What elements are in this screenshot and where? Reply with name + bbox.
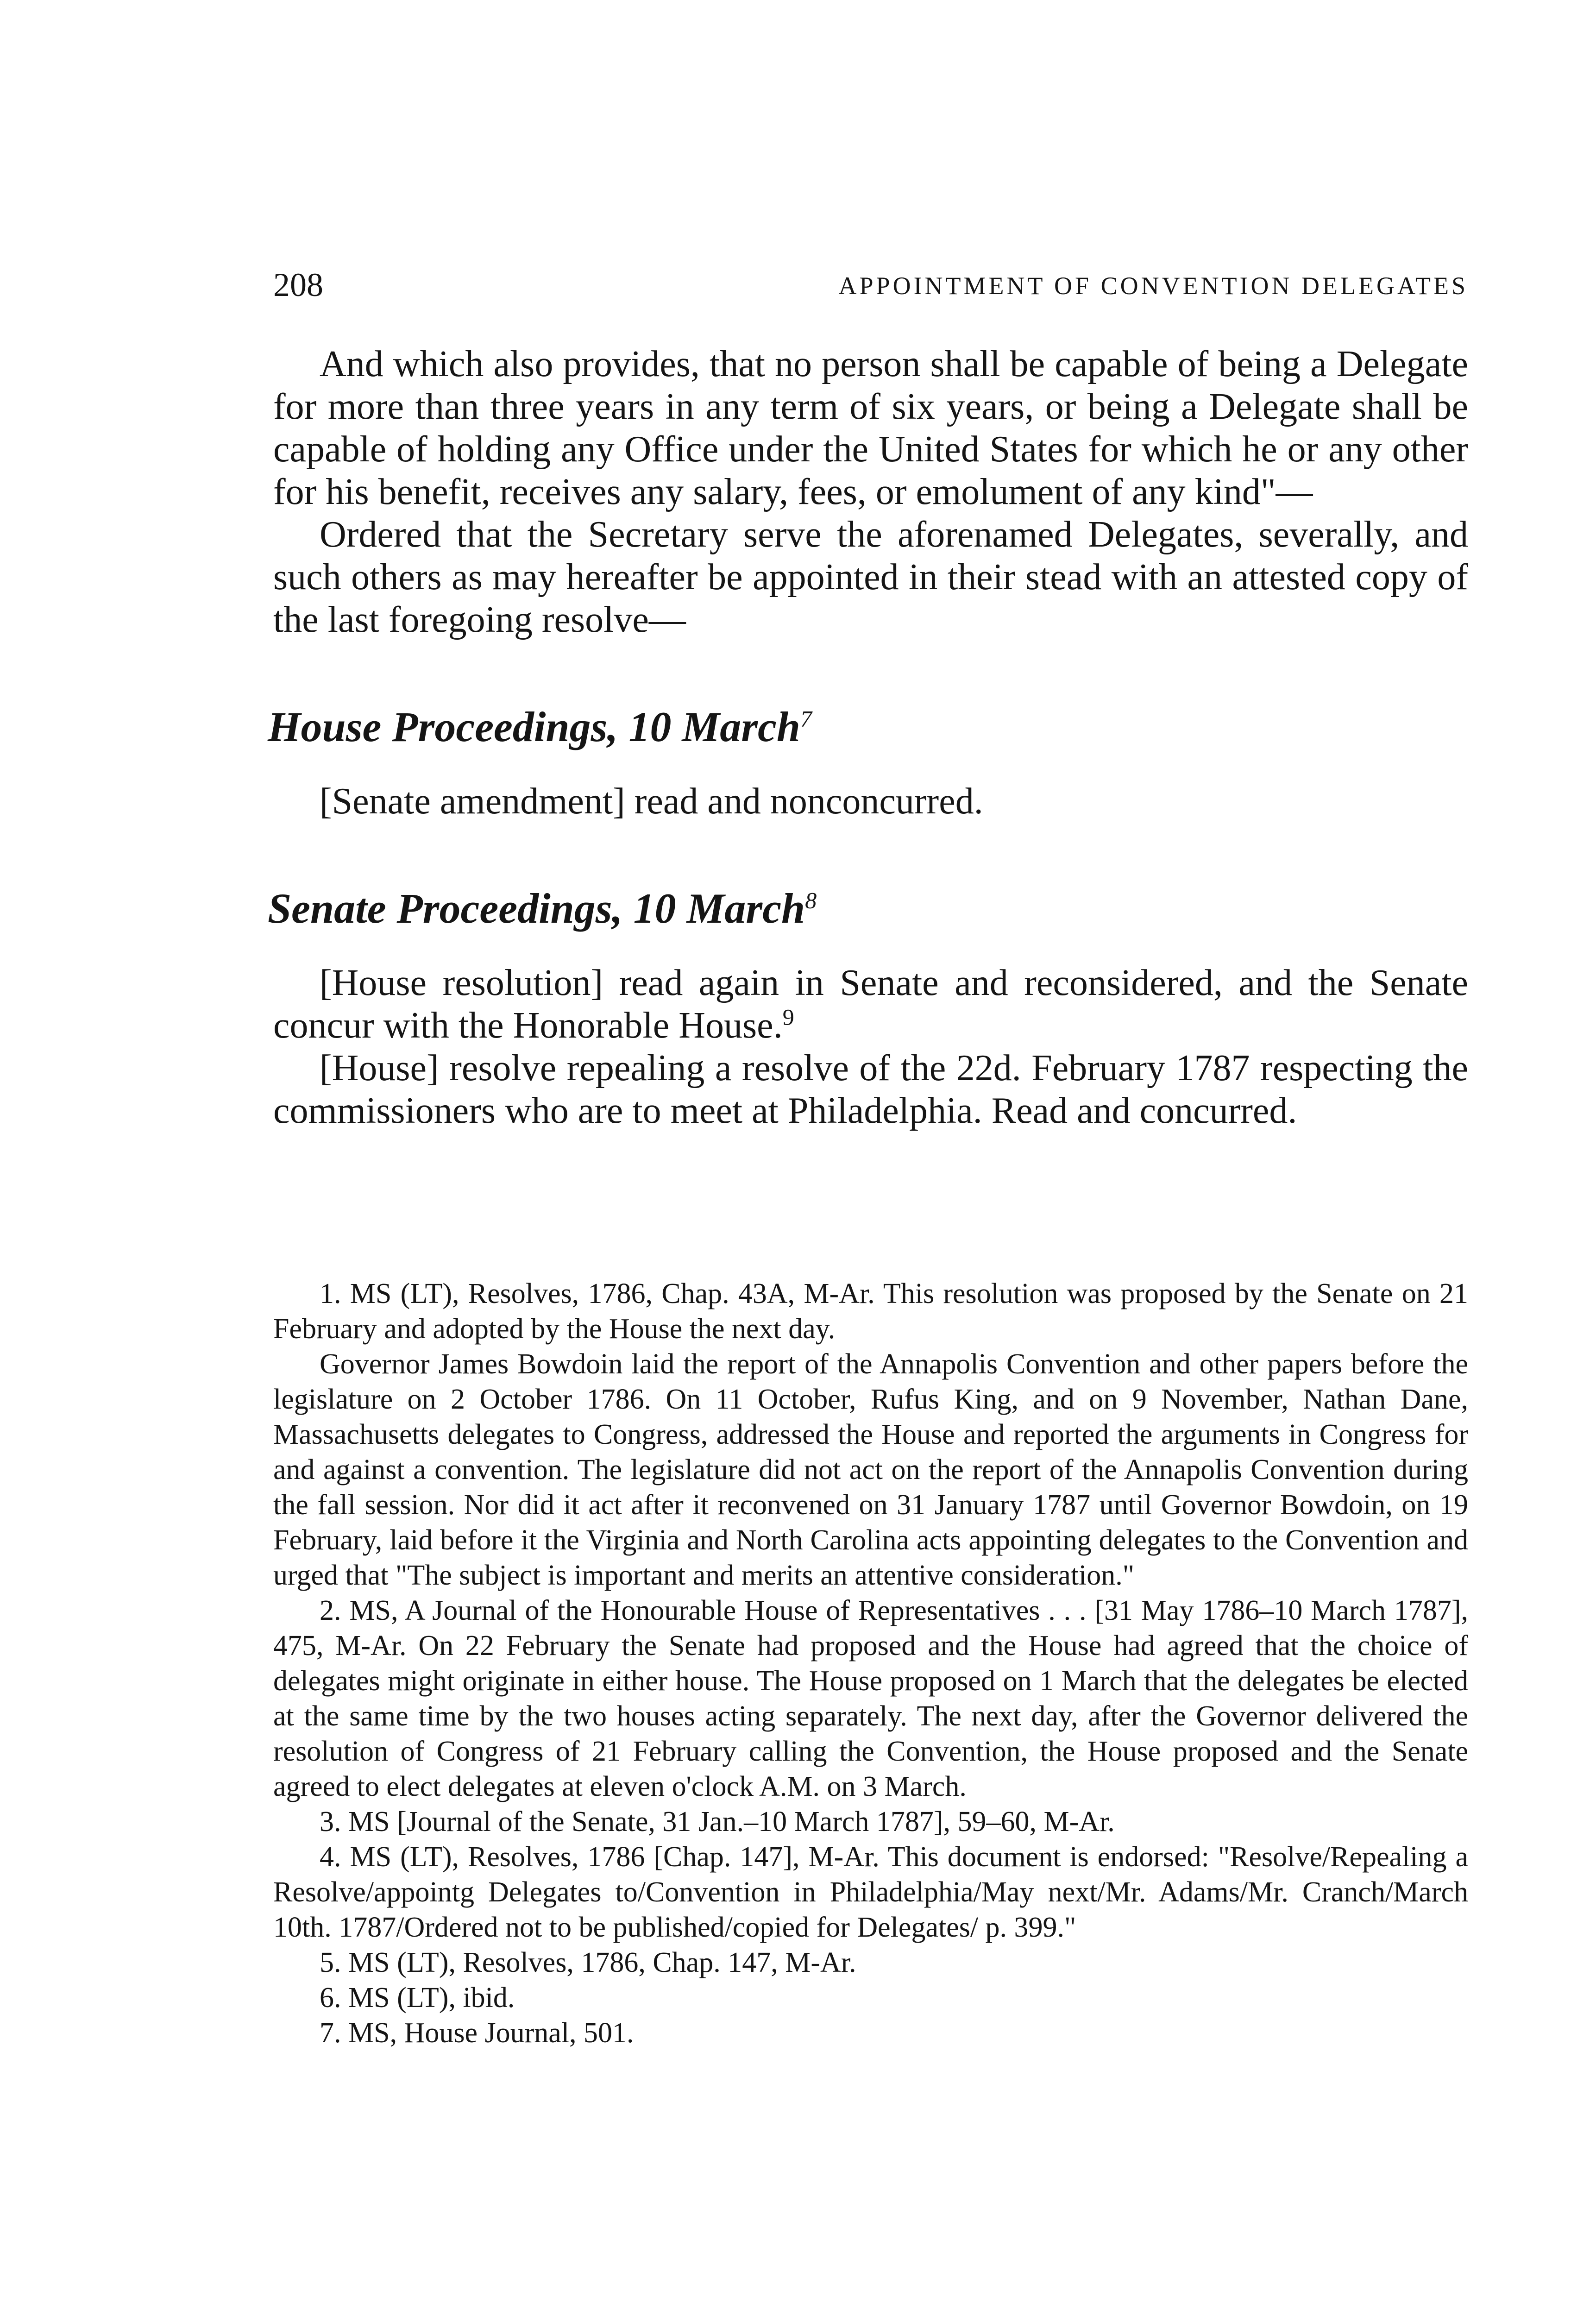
body-paragraph: And which also provides, that no person shall be capable of being a Delegate for more than three years in any term of six years, or being a Delegate shall be capable of holding any Office under the United States for which he or any other for his benefit, receives any salary, fees, or emolument of any kind"— bbox=[273, 344, 1468, 512]
footnote: 5. MS (LT), Resolves, 1786, Chap. 147, M-Ar. bbox=[320, 1947, 856, 1978]
body-paragraph bbox=[273, 962, 1468, 1047]
footnote: 7. MS, House Journal, 501. bbox=[320, 2017, 634, 2049]
body-text bbox=[268, 343, 1468, 1132]
running-head: APPOINTMENT OF CONVENTION DELEGATES bbox=[838, 272, 1468, 300]
footnote: Governor James Bowdoin laid the report of the Annapolis Convention and other papers before the legislature on 2 October 1786. On 11 October, Rufus King, and on 9 November, Nathan Dane, Massachusetts delegates to Congress, addressed the House and reported the arguments in Congress for and against a convention. The legislature did not act on the report of the Annapolis Convention during the fall session. Nor did it act after it reconvened on 31 January 1787 until Governor Bowdoin, on 19 February, laid before it the Virginia and North Carolina acts appointing delegates to the Convention and urged that "The subject is important and merits an attentive consideration." bbox=[273, 1348, 1468, 1591]
footnote: 1. MS (LT), Resolves, 1786, Chap. 43A, M-Ar. This resolution was proposed by the Senate on 21 February and adopted by the House the next day. bbox=[273, 1278, 1468, 1345]
section-heading-text: Senate Proceedings, 10 March bbox=[268, 885, 805, 932]
footnote-ref: 7 bbox=[800, 705, 812, 732]
footnotes bbox=[273, 1276, 1468, 2051]
section-heading-house bbox=[268, 701, 1468, 752]
footnote: 6. MS (LT), ibid. bbox=[320, 1982, 515, 2014]
body-paragraph: [Senate amendment] read and nonconcurred. bbox=[320, 781, 983, 822]
body-paragraph: Ordered that the Secretary serve the aforenamed Delegates, severally, and such others as may hereafter be appointed in their stead with an attested copy of the last foregoing resolve— bbox=[273, 514, 1468, 640]
page-number: 208 bbox=[273, 266, 323, 303]
body-paragraph: [House] resolve repealing a resolve of the 22d. February 1787 respecting the commissioners who are to meet at Philadelphia. Read and concurred. bbox=[273, 1048, 1468, 1131]
footnote: 2. MS, A Journal of the Honourable House of Representatives . . . [31 May 1786–10 March 1787], 475, M-Ar. On 22 February the Senate had proposed and the House had agreed that the choice of delegates might originate in either house. The House proposed on 1 March that the delegates be elected at the same time by the two houses acting separately. The next day, after the Governor delivered the resolution of Congress of 21 February calling the Convention, the House proposed and the Senate agreed to elect delegates at eleven o'clock A.M. on 3 March. bbox=[273, 1595, 1468, 1802]
footnote-ref: 8 bbox=[805, 887, 817, 913]
page-header bbox=[273, 266, 1468, 312]
section-heading-senate bbox=[268, 883, 1468, 934]
footnote: 4. MS (LT), Resolves, 1786 [Chap. 147], M-Ar. This document is endorsed: "Resolve/Repealing a Resolve/appointg Delegates to/Convention in Philadelphia/May next/Mr. Adams/Mr. Cranch/March 10th. 1787/Ordered not to be published/copied for Delegates/ p. 399." bbox=[273, 1841, 1468, 1943]
footnote-ref: 9 bbox=[782, 1004, 794, 1030]
section-heading-text: House Proceedings, 10 March bbox=[268, 703, 800, 750]
footnote: 3. MS [Journal of the Senate, 31 Jan.–10 March 1787], 59–60, M-Ar. bbox=[320, 1806, 1115, 1838]
body-paragraph-text: [House resolution] read again in Senate and reconsidered, and the Senate concur with the Honorable House. bbox=[273, 963, 1468, 1046]
